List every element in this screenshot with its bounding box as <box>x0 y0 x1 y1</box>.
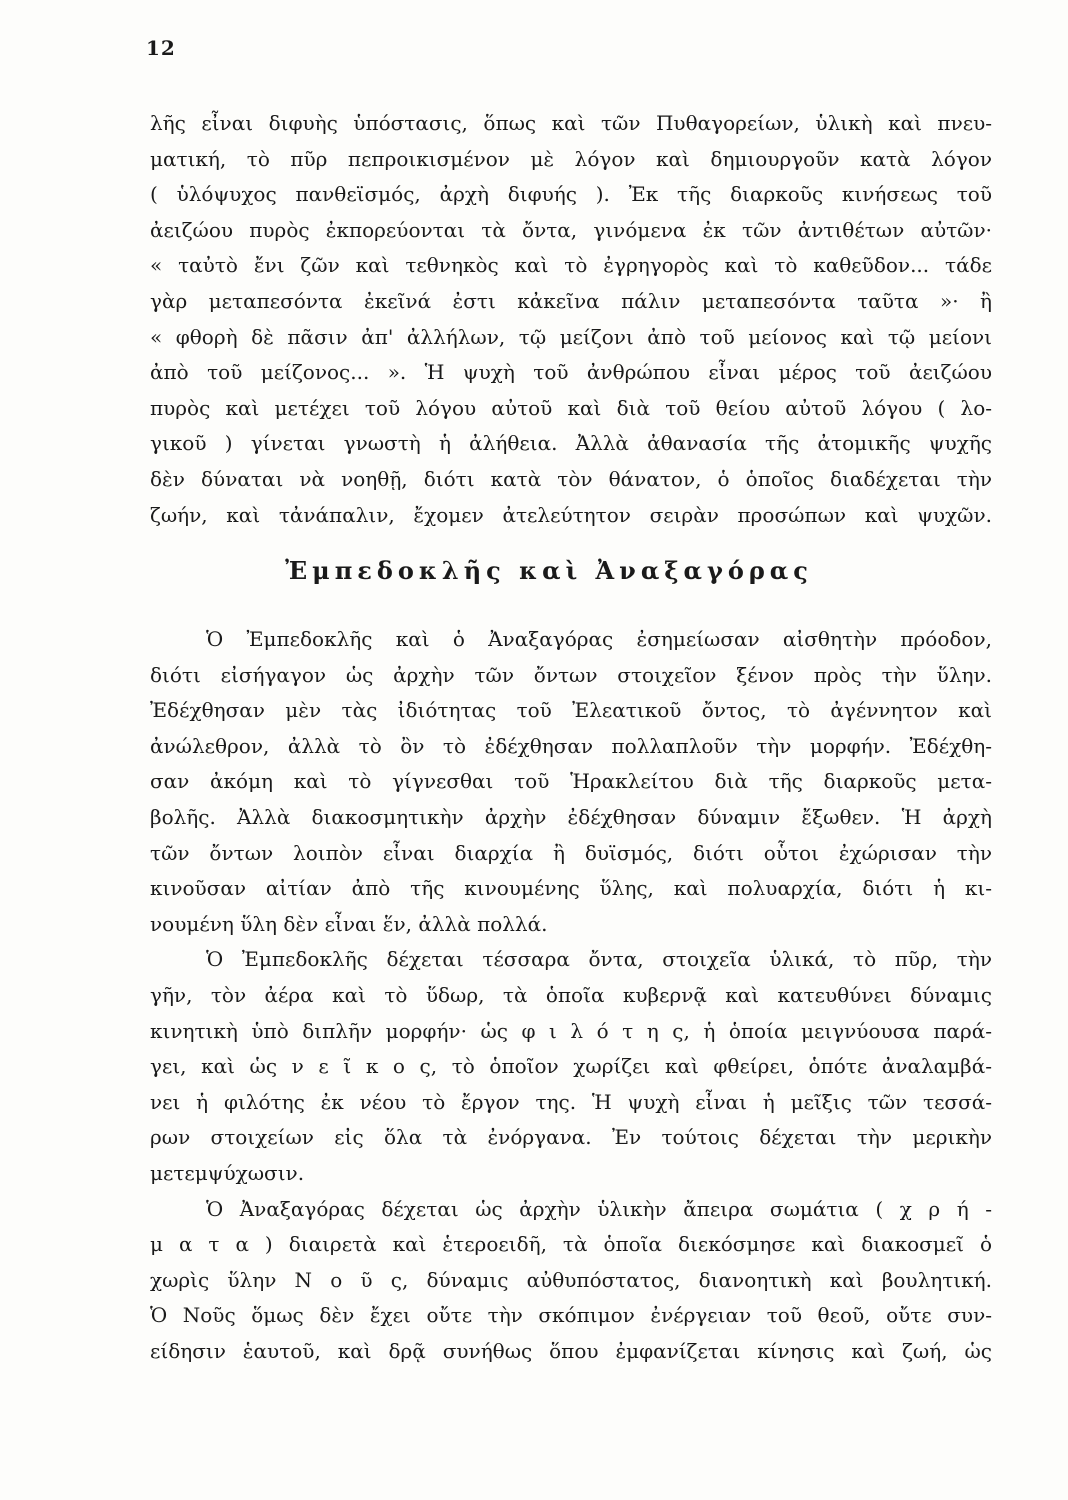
text-line: ἀπὸ τοῦ μείζονος... ». Ἡ ψυχὴ τοῦ ἀνθρώπου εἶναι μέρος τοῦ ἀειζώου <box>150 360 992 385</box>
text-line: γῆν, τὸν ἀέρα καὶ τὸ ὕδωρ, τὰ ὁποῖα κυβερνᾷ καὶ κατευθύνει δύναμις <box>150 982 992 1007</box>
text-line: χωρὶς ὕλην Ν ο ῦ ς, δύναμις αὐθυπόστατος, διανοητικὴ καὶ βουλητική. <box>150 1267 992 1292</box>
text-line: ματική, τὸ πῦρ πεπροικισμένον μὲ λόγον καὶ δημιουργοῦν κατὰ λόγον <box>150 146 992 171</box>
text-line: είδησιν ἑαυτοῦ, καὶ δρᾷ συνήθως ὅπου ἐμφανίζεται κίνησις καὶ ζωή, ὡς <box>150 1338 992 1363</box>
page-number: 12 <box>146 36 176 60</box>
text-line: ( ὑλόψυχος πανθεϊσμός, ἀρχὴ διφυής ). Ἐκ τῆς διαρκοῦς κινήσεως τοῦ <box>150 182 992 207</box>
text-line: νουμένη ὕλη δὲν εἶναι ἕν, ἀλλὰ πολλά. <box>150 911 548 936</box>
text-line: βολῆς. Ἀλλὰ διακοσμητικὴν ἀρχὴν ἐδέχθησαν δύναμιν ἔξωθεν. Ἡ ἀρχὴ <box>150 804 992 829</box>
text-line: δὲν δύναται νὰ νοηθῇ, διότι κατὰ τὸν θάνατον, ὁ ὁποῖος διαδέχεται τὴν <box>150 466 992 491</box>
text-line: ζωήν, καὶ τἀνάπαλιν, ἔχομεν ἀτελεύτητον σειρὰν προσώπων καὶ ψυχῶν. <box>150 502 992 527</box>
text-line: τῶν ὄντων λοιπὸν εἶναι διαρχία ἢ δυϊσμός, διότι οὗτοι ἐχώρισαν τὴν <box>150 840 992 865</box>
text-line: « ταὐτὸ ἔνι ζῶν καὶ τεθνηκὸς καὶ τὸ ἐγρηγορὸς καὶ τὸ καθεῦδον... τάδε <box>150 253 992 278</box>
text-line: Ὁ Ἐμπεδοκλῆς δέχεται τέσσαρα ὄντα, στοιχεῖα ὑλικά, τὸ πῦρ, τὴν <box>206 947 992 972</box>
section-body <box>150 622 992 1369</box>
text-line: μ α τ α ) διαιρετὰ καὶ ἑτεροειδῆ, τὰ ὁποῖα διεκόσμησε καὶ διακοσμεῖ ὁ <box>150 1232 992 1257</box>
text-line: μετεμψύχωσιν. <box>150 1160 305 1185</box>
text-line: γὰρ μεταπεσόντα ἐκεῖνά ἐστι κἀκεῖνα πάλιν μεταπεσόντα ταῦτα »· ἢ <box>150 288 992 313</box>
text-line: πυρὸς καὶ μετέχει τοῦ λόγου αὐτοῦ καὶ διὰ τοῦ θείου αὐτοῦ λόγου ( λο- <box>150 395 992 420</box>
text-line: κινητικὴ ὑπὸ διπλῆν μορφήν· ὡς φ ι λ ό τ η ς, ἡ ὁποία μειγνύουσα παρά- <box>150 1018 992 1043</box>
paragraph-heraclitus <box>150 106 992 533</box>
text-line: Ὁ Ἐμπεδοκλῆς καὶ ὁ Ἀναξαγόρας ἐσημείωσαν αἰσθητὴν πρόοδον, <box>206 627 992 651</box>
text-line: λῆς εἶναι διφυὴς ὑπόστασις, ὅπως καὶ τῶν Πυθαγορείων, ὑλικὴ καὶ πνευ- <box>150 111 992 135</box>
text-line: Ἐδέχθησαν μὲν τὰς ἰδιότητας τοῦ Ἐλεατικοῦ ὄντος, τὸ ἀγέννητον καὶ <box>150 698 992 723</box>
text-line: γικοῦ ) γίνεται γνωστὴ ἡ ἀλήθεια. Ἀλλὰ ἀθανασία τῆς ἀτομικῆς ψυχῆς <box>150 431 992 456</box>
text-line: « φθορὴ δὲ πᾶσιν ἀπ' ἀλλήλων, τῷ μείζονι ἀπὸ τοῦ μείονος καὶ τῷ μείονι <box>150 324 992 349</box>
text-line: σαν ἀκόμη καὶ τὸ γίγνεσθαι τοῦ Ἡρακλείτου διὰ τῆς διαρκοῦς μετα- <box>150 769 992 794</box>
text-line: κινοῦσαν αἰτίαν ἀπὸ τῆς κινουμένης ὕλης, καὶ πολυαρχία, διότι ἡ κι- <box>150 876 992 901</box>
text-line: γει, καὶ ὡς ν ε ῖ κ ο ς, τὸ ὁποῖον χωρίζει καὶ φθείρει, ὁπότε ἀναλαμβά- <box>150 1054 992 1079</box>
text-line: ἀειζώου πυρὸς ἐκπορεύονται τὰ ὄντα, γινόμενα ἐκ τῶν ἀντιθέτων αὐτῶν· <box>150 217 992 242</box>
text-line: Ὁ Νοῦς ὅμως δὲν ἔχει οὔτε τὴν σκόπιμον ἐνέργειαν τοῦ θεοῦ, οὔτε συν- <box>150 1303 992 1328</box>
text-line: νει ἡ φιλότης ἐκ νέου τὸ ἔργον της. Ἡ ψυχὴ εἶναι ἡ μεῖξις τῶν τεσσά- <box>150 1089 992 1114</box>
section-heading: Ἐμπεδοκλῆς καὶ Ἀναξαγόρας <box>285 556 813 585</box>
text-line: ἀνώλεθρον, ἀλλὰ τὸ ὂν τὸ ἐδέχθησαν πολλαπλοῦν τὴν μορφήν. Ἐδέχθη- <box>150 733 992 758</box>
text-line: ρων στοιχείων εἰς ὅλα τὰ ἐνόργανα. Ἐν τούτοις δέχεται τὴν μερικὴν <box>150 1125 992 1150</box>
text-line: διότι εἰσήγαγον ὡς ἀρχὴν τῶν ὄντων στοιχεῖον ξένον πρὸς τὴν ὕλην. <box>150 662 992 687</box>
text-line: Ὁ Ἀναξαγόρας δέχεται ὡς ἀρχὴν ὑλικὴν ἄπειρα σωμάτια ( χ ρ ή - <box>206 1196 992 1221</box>
